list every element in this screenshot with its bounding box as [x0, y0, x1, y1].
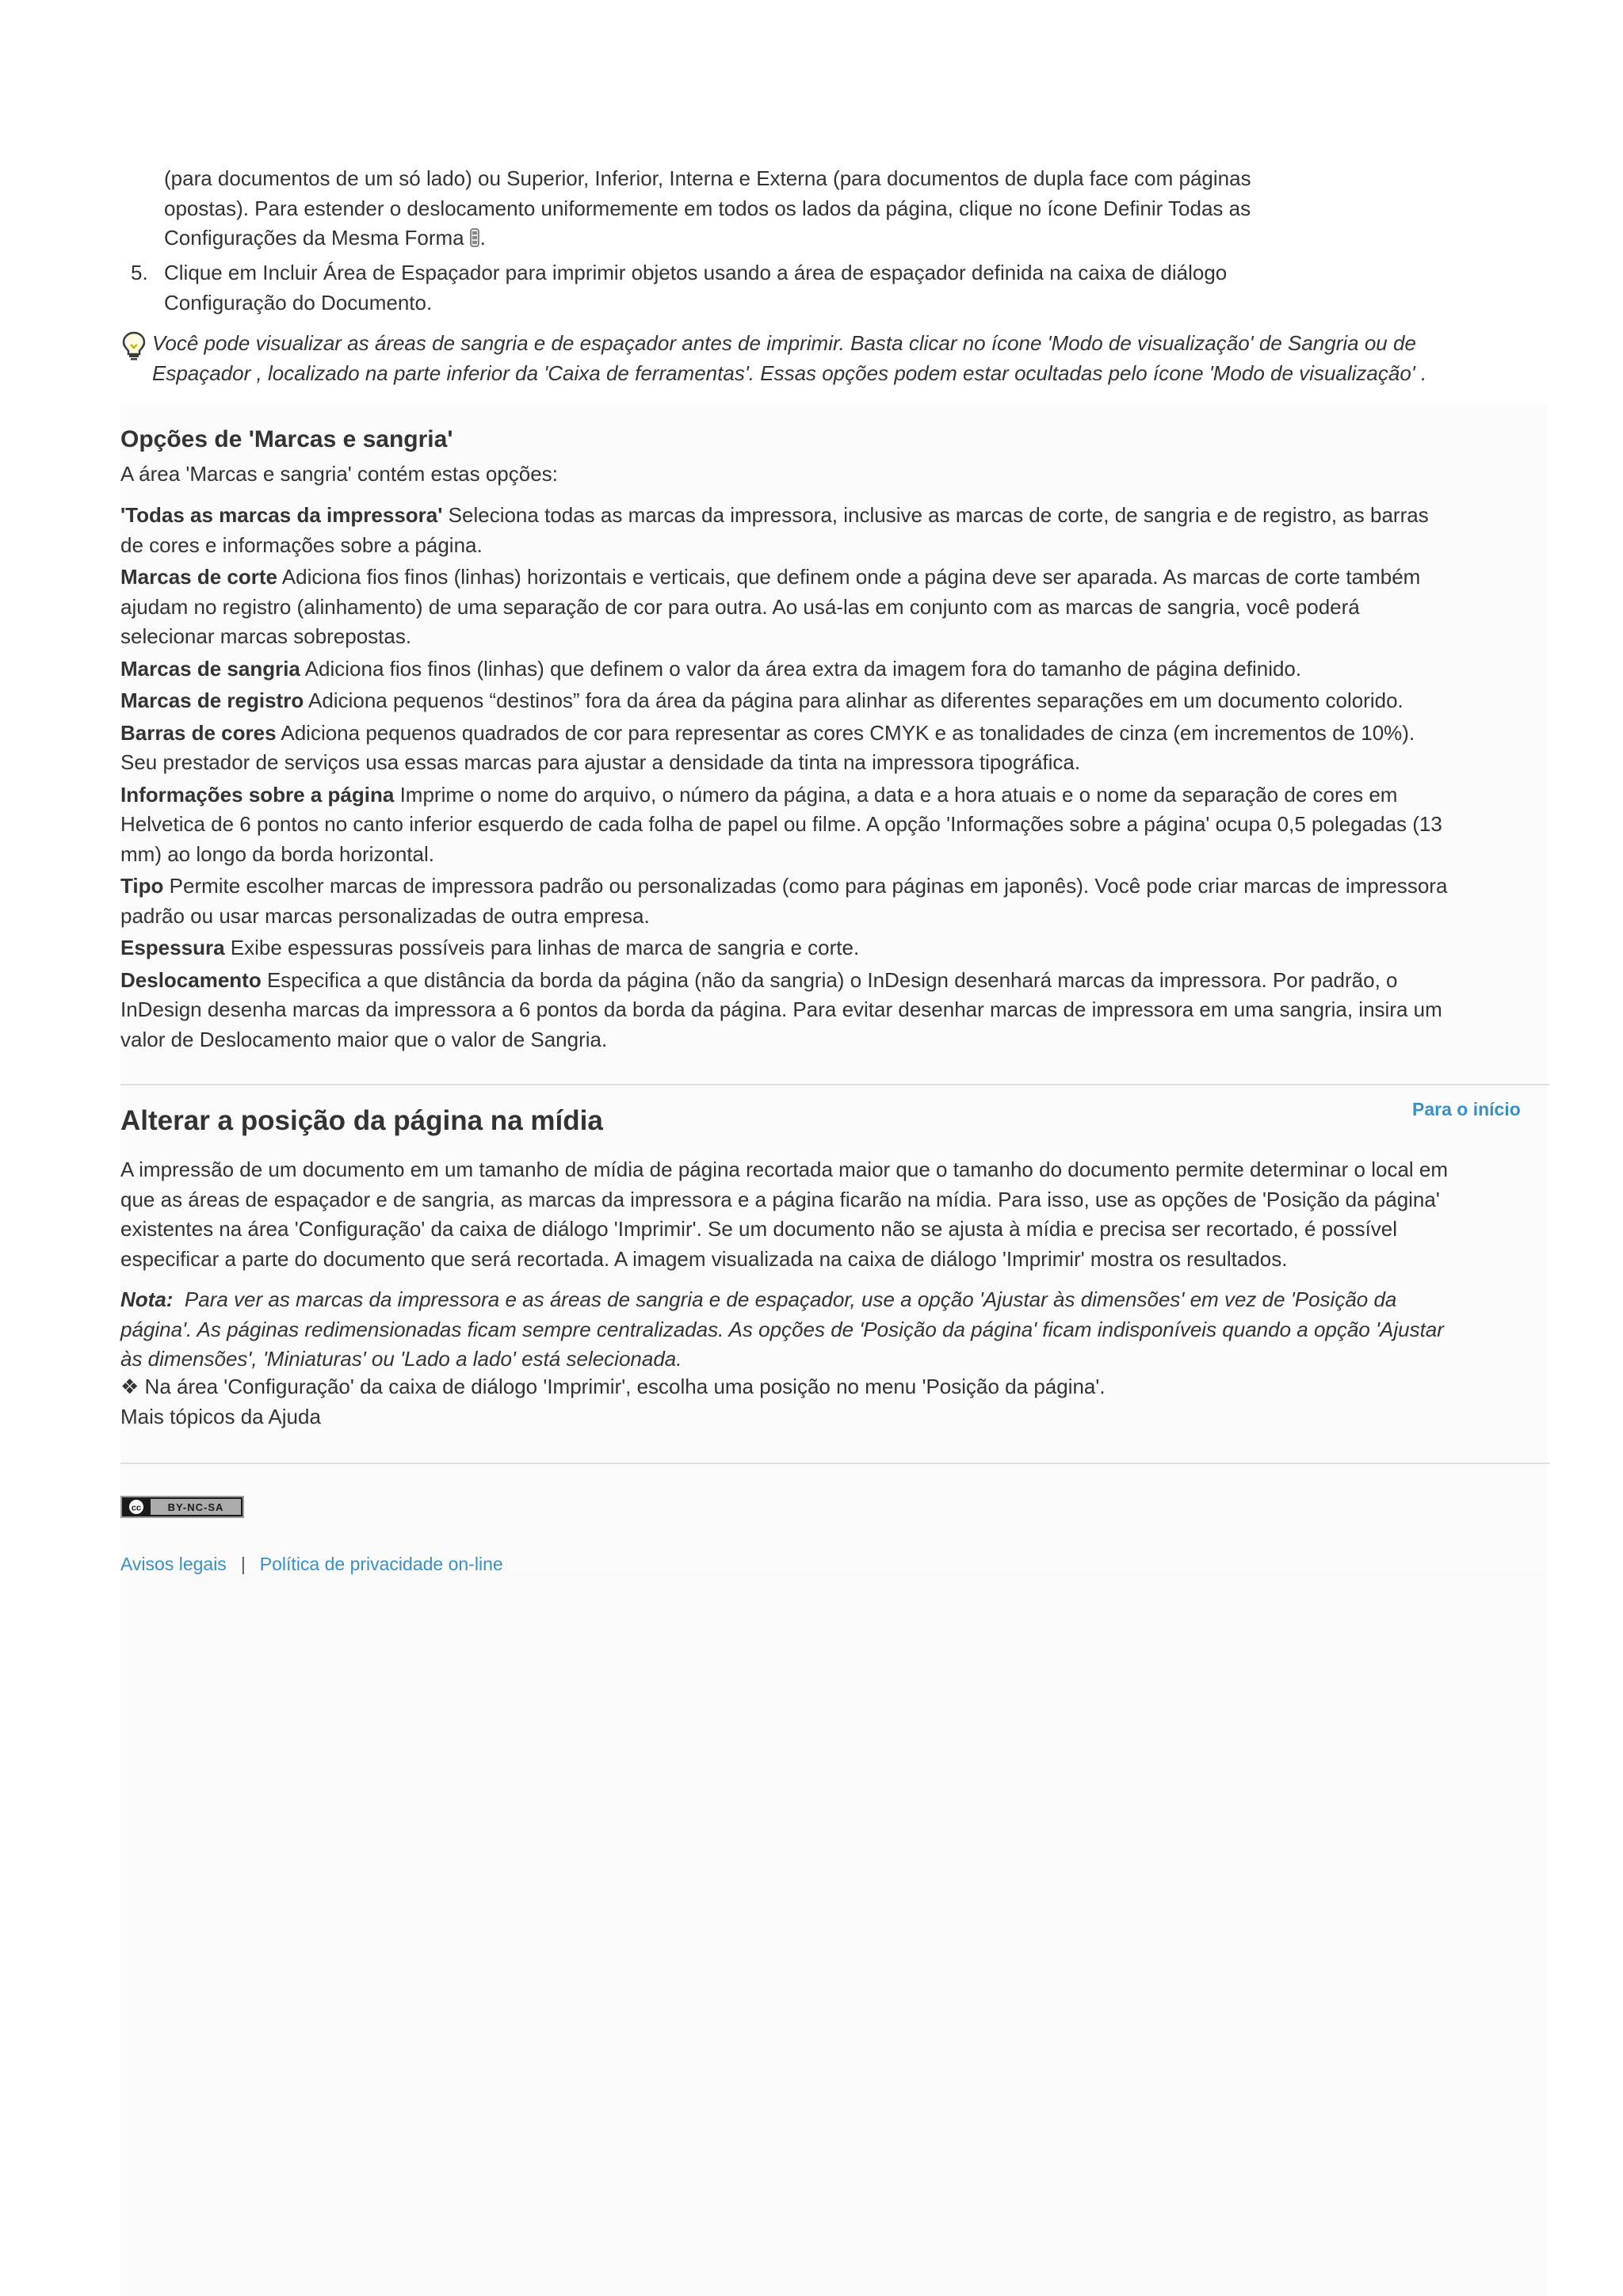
- definition-term: Marcas de sangria: [120, 656, 300, 681]
- definition-line: [120, 780, 1555, 810]
- cc-symbol-text: cc: [131, 1503, 142, 1513]
- marks-section-heading: Opções de 'Marcas e sangria': [120, 426, 453, 452]
- definition-line: [120, 902, 1555, 932]
- marks-section-intro: A área 'Marcas e sangria' contém estas opções:: [120, 462, 558, 486]
- definition-line: [120, 995, 1555, 1025]
- content-background-inner: [178, 1569, 1545, 2296]
- definition-text: Adiciona pequenos quadrados de cor para representar as cores CMYK e as tonalidades de cinza (em incrementos de 10%).: [281, 720, 1415, 745]
- back-to-top-link[interactable]: Para o início: [1412, 1099, 1521, 1119]
- step-5-line-2: Configuração do Documento.: [164, 290, 433, 315]
- definition-text: InDesign desenha marcas da impressora a 6 pontos da borda da página. Para evitar desenhar marcas de impressora em uma sangria, insira um: [120, 997, 1442, 1021]
- definition-text: Permite escolher marcas de impressora padrão ou personalizadas (como para páginas em japonês). Você pode criar marcas de impressora: [169, 874, 1448, 898]
- definition-item: [120, 780, 1555, 870]
- definition-item: [120, 501, 1555, 560]
- definition-term: Marcas de registro: [120, 688, 304, 712]
- continued-line-2: opostas). Para estender o deslocamento uniformemente em todos os lados da página, clique no ícone Definir Todas as: [164, 196, 1251, 220]
- tip-line-2: Espaçador , localizado na parte inferior da 'Caixa de ferramentas'. Essas opções podem estar ocultadas pelo ícone 'Modo de visualização' .: [152, 360, 1427, 385]
- definition-item: [120, 871, 1555, 931]
- position-section-heading: Alterar a posição da página na mídia: [120, 1105, 603, 1136]
- footer-links: [120, 1550, 503, 1580]
- definition-text: Helvetica de 6 pontos no canto inferior esquerdo de cada folha de papel ou filme. A opção 'Informações sobre a página' ocupa 0,5 polegadas (13: [120, 812, 1442, 836]
- footer-divider: [120, 1463, 1550, 1464]
- definition-item: [120, 686, 1555, 716]
- legal-notices-link[interactable]: Avisos legais: [120, 1554, 227, 1574]
- definition-line: [120, 748, 1555, 778]
- note-line-2: página'. As páginas redimensionadas ficam sempre centralizadas. As opções de 'Posição da página' ficam indisponíveis quando a opção 'Ajustar: [120, 1317, 1444, 1341]
- definition-text: Imprime o nome do arquivo, o número da página, a data e a hora atuais e o nome da separação de cores em: [399, 782, 1398, 807]
- definition-text: mm) ao longo da borda horizontal.: [120, 841, 435, 866]
- continued-line-1: (para documentos de um só lado) ou Superior, Inferior, Interna e Externa (para documentos de dupla face com páginas: [164, 166, 1251, 190]
- definition-item: [120, 719, 1555, 778]
- definition-text: Exibe espessuras possíveis para linhas de marca de sangria e corte.: [230, 936, 860, 959]
- definition-line: [120, 563, 1555, 593]
- definition-term: Marcas de corte: [120, 565, 277, 589]
- definition-term: Informações sobre a página: [120, 782, 395, 807]
- definition-text: padrão ou usar marcas personalizadas de outra empresa.: [120, 903, 650, 928]
- definition-text: Seleciona todas as marcas da impressora, inclusive as marcas de corte, de sangria e de registro, as barras: [448, 503, 1429, 527]
- definition-text: ajudam no registro (alinhamento) de uma separação de cor para outra. Ao usá-las em conjunto com as marcas de sangria, você poderá: [120, 594, 1360, 619]
- single-step-text: Na área 'Configuração' da caixa de diálogo 'Imprimir', escolha uma posição no menu 'Posição da página'.: [144, 1375, 1106, 1398]
- section-divider: [120, 1084, 1550, 1085]
- position-body-line-2: que as áreas de espaçador e de sangria, as marcas da impressora e a página ficarão na mídia. Para isso, use as opções de 'Posição da página': [120, 1187, 1440, 1211]
- definition-text: Adiciona fios finos (linhas) horizontais e verticais, que definem onde a página deve ser aparada. As marcas de corte também: [281, 565, 1421, 589]
- definition-term: Barras de cores: [120, 720, 277, 745]
- definition-line: [120, 810, 1555, 840]
- definition-text: Adiciona fios finos (linhas) que definem o valor da área extra da imagem fora do tamanho de página definido.: [304, 656, 1302, 681]
- definition-line: [120, 933, 1555, 963]
- tip-text: [152, 329, 1531, 388]
- position-body-line-4: especificar a parte do documento que será recortada. A imagem visualizada na caixa de diálogo 'Imprimir' mostra os resultados.: [120, 1246, 1288, 1271]
- definition-line: [120, 654, 1555, 685]
- step-bullet-icon: ❖: [120, 1375, 139, 1398]
- lightbulb-icon: [120, 330, 147, 360]
- continued-line-3-end: .: [479, 226, 486, 250]
- continued-line-3: [164, 223, 1369, 254]
- definition-line: [120, 531, 1555, 561]
- single-step: [120, 1372, 1555, 1402]
- set-all-same-icon: [469, 227, 480, 247]
- definition-item: [120, 654, 1555, 685]
- definition-text: Seu prestador de serviços usa essas marcas para ajustar a densidade da tinta na impressora tipográfica.: [120, 750, 1081, 774]
- privacy-policy-link[interactable]: Política de privacidade on-line: [259, 1554, 503, 1574]
- continued-paragraph: [164, 164, 1369, 254]
- definition-line: [120, 622, 1555, 652]
- definition-term: 'Todas as marcas da impressora': [120, 503, 443, 527]
- step-5-number: 5.: [131, 261, 148, 284]
- definition-item: [120, 933, 1555, 963]
- definition-text: Especifica a que distância da borda da página (não da sangria) o InDesign desenhará marcas da impressora. Por padrão, o: [266, 967, 1398, 992]
- continued-line-3-text: Configurações da Mesma Forma: [164, 226, 464, 250]
- note-line-1-text: Para ver as marcas da impressora e as áreas de sangria e de espaçador, use a opção 'Ajustar às dimensões' em vez de 'Posição da: [184, 1287, 1397, 1311]
- definition-term: Tipo: [120, 874, 164, 898]
- definition-line: [120, 840, 1555, 870]
- note-line-1: [120, 1285, 1555, 1315]
- definition-text: valor de Deslocamento maior que o valor de Sangria.: [120, 1027, 608, 1051]
- definition-text: selecionar marcas sobrepostas.: [120, 624, 412, 648]
- creative-commons-badge[interactable]: [120, 1496, 244, 1518]
- position-body-line-3: existentes na área 'Configuração' da caixa de diálogo 'Imprimir'. Se um documento não se ajusta à mídia e precisa ser recortado, é possível: [120, 1217, 1398, 1241]
- step-5-text: [164, 258, 1321, 318]
- definition-line: [120, 1025, 1555, 1055]
- definition-term: Espessura: [120, 936, 225, 959]
- definition-list: [120, 501, 1555, 1057]
- note-label: Nota:: [120, 1287, 174, 1311]
- definition-item: [120, 563, 1555, 652]
- note-line-3: às dimensões', 'Miniaturas' ou 'Lado a lado' está selecionada.: [120, 1347, 682, 1371]
- step-5-line-1: Clique em Incluir Área de Espaçador para imprimir objetos usando a área de espaçador definida na caixa de diálogo: [164, 261, 1228, 284]
- definition-line: [120, 871, 1555, 902]
- definition-line: [120, 719, 1555, 749]
- definition-line: [120, 686, 1555, 716]
- definition-text: Adiciona pequenos “destinos” fora da área da página para alinhar as diferentes separações em um documento colorido.: [308, 688, 1403, 712]
- definition-line: [120, 966, 1555, 996]
- definition-line: [120, 593, 1555, 623]
- position-section-body: [120, 1155, 1555, 1274]
- more-help-topics: Mais tópicos da Ajuda: [120, 1405, 321, 1428]
- definition-term: Deslocamento: [120, 967, 262, 992]
- footer-separator: |: [240, 1554, 246, 1574]
- note-block: [120, 1285, 1555, 1375]
- position-body-line-1: A impressão de um documento em um tamanho de mídia de página recortada maior que o tamanho do documento permite determinar o local em: [120, 1158, 1449, 1181]
- tip-line-1: Você pode visualizar as áreas de sangria e de espaçador antes de imprimir. Basta clicar no ícone 'Modo de visualização' de Sangria ou de: [152, 331, 1416, 355]
- definition-item: [120, 966, 1555, 1055]
- cc-license-label: BY-NC-SA: [167, 1501, 224, 1513]
- definition-text: de cores e informações sobre a página.: [120, 532, 483, 557]
- definition-line: [120, 501, 1555, 531]
